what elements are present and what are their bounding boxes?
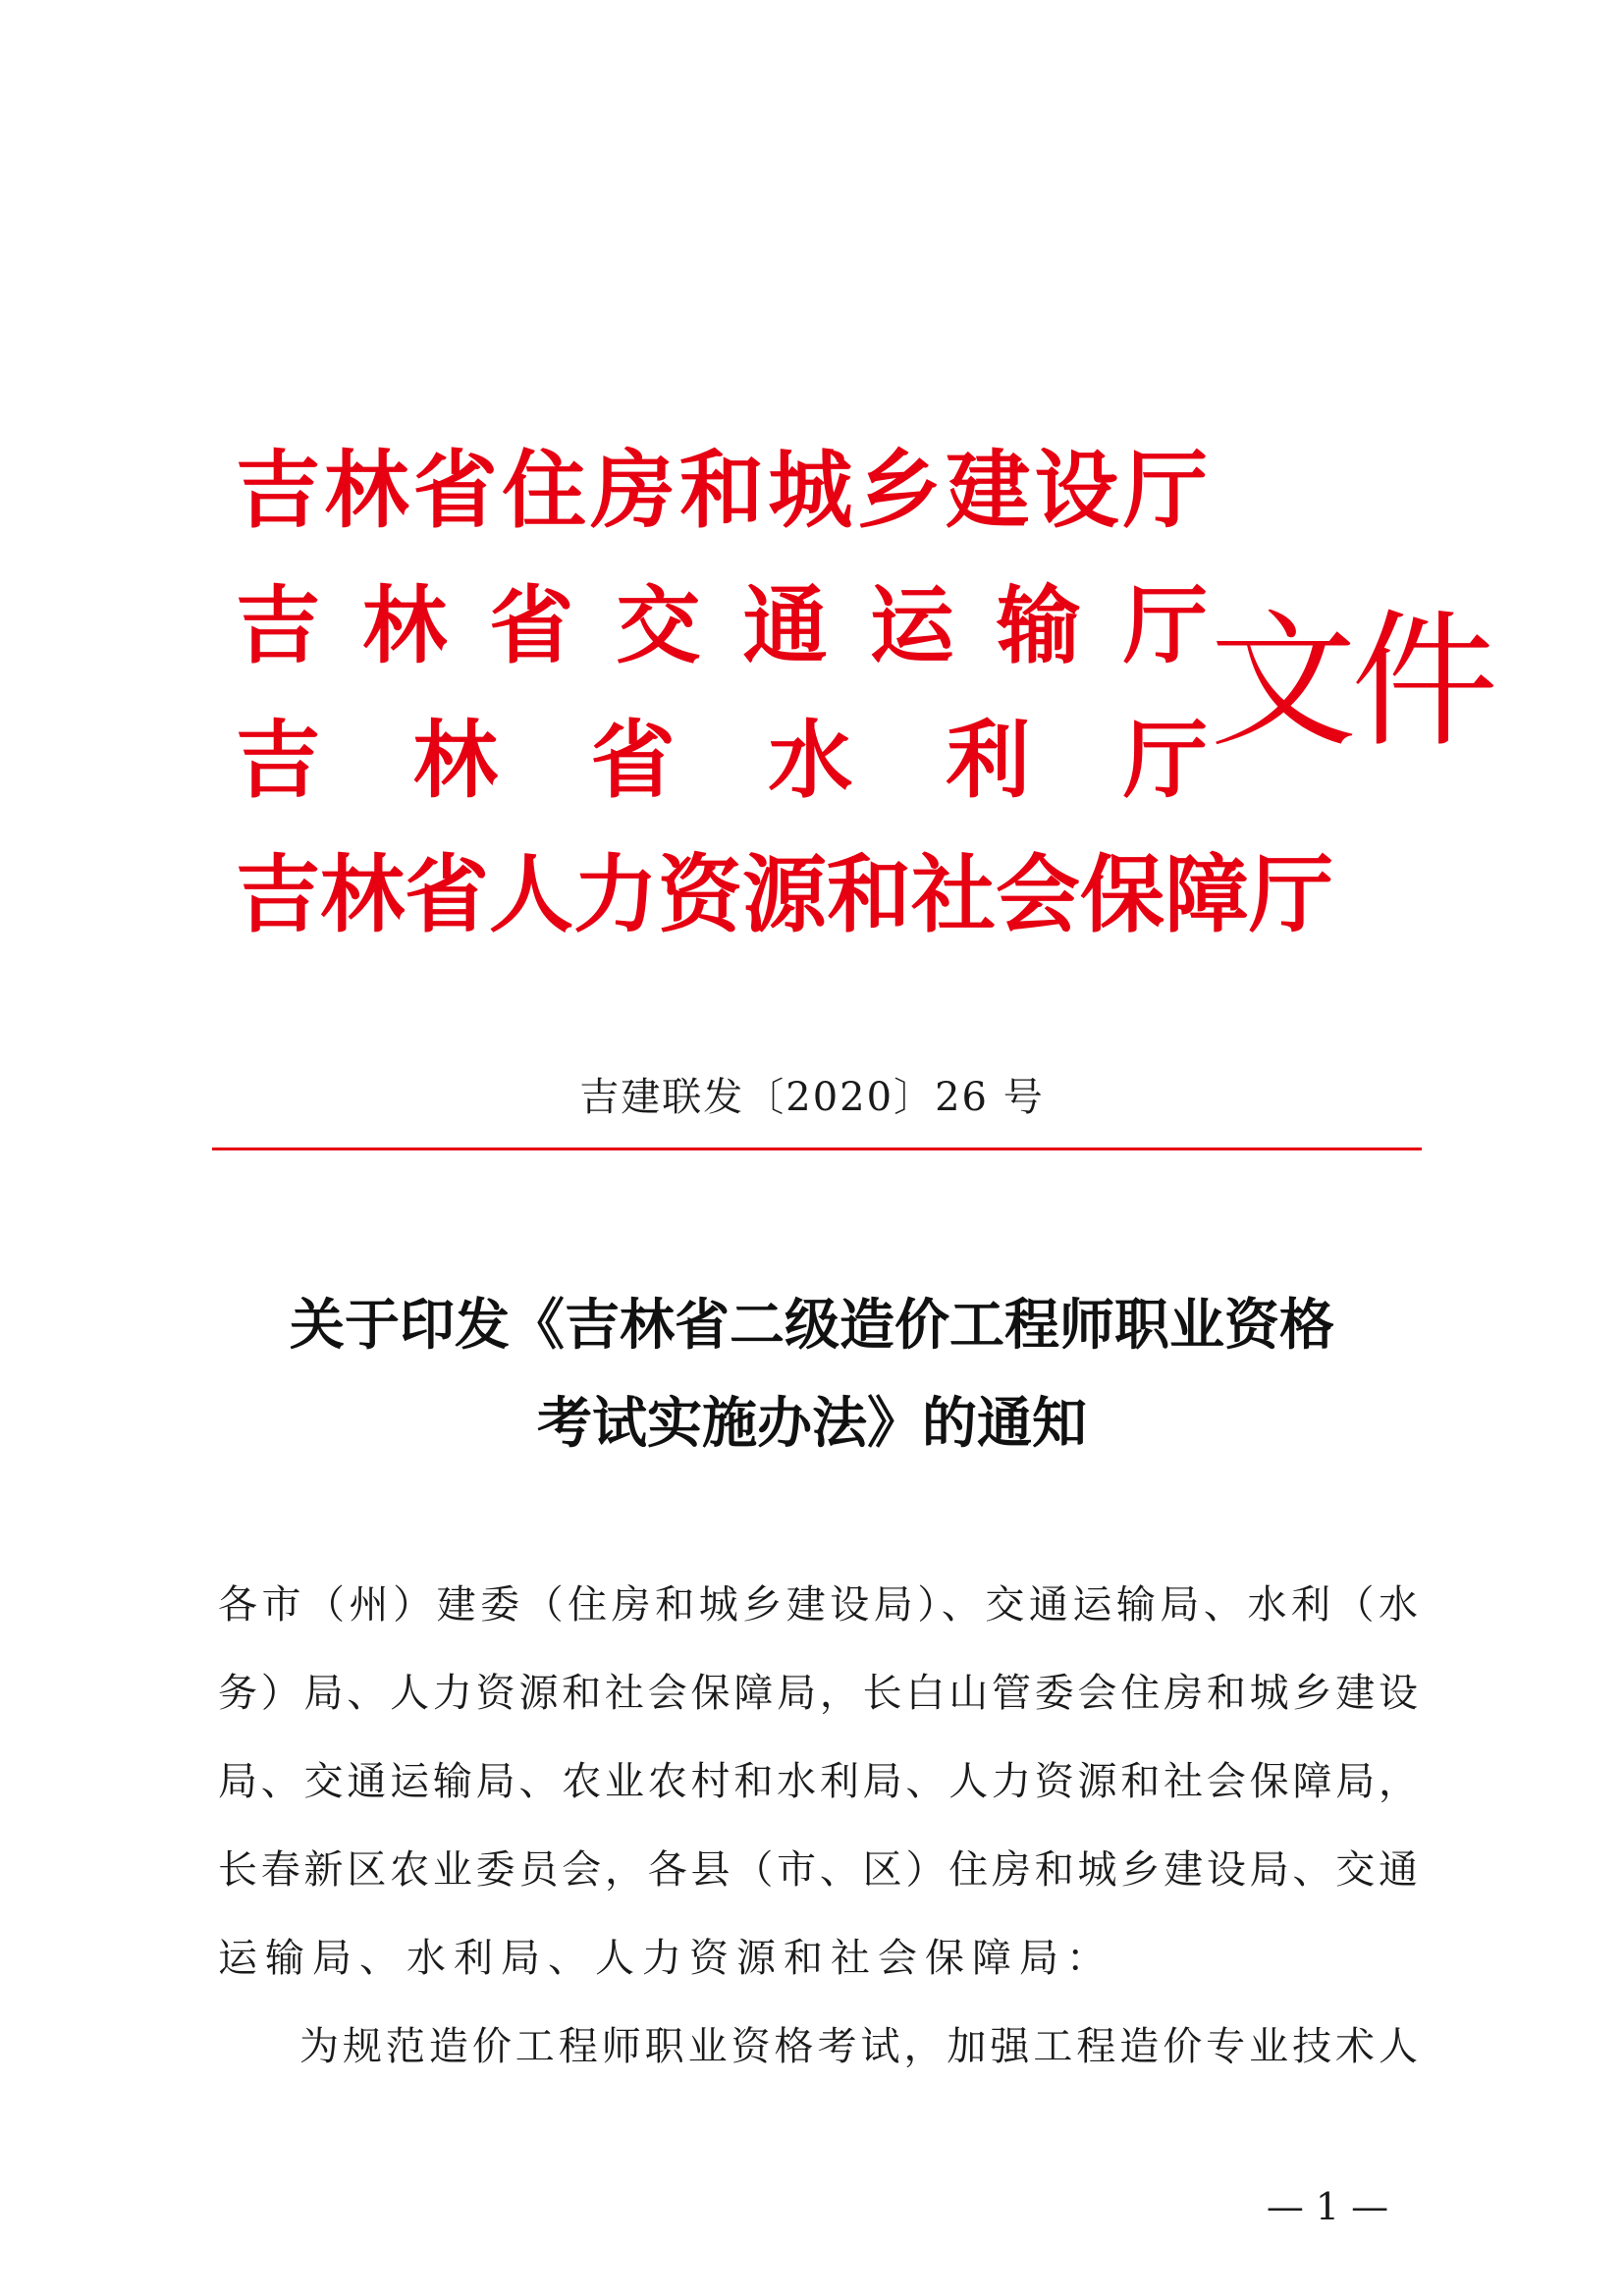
body-line-2: 务）局、人力资源和社会保障局，长白山管委会住房和城乡建设 bbox=[218, 1671, 1418, 1716]
issuer-char: 会 bbox=[996, 845, 1080, 944]
issuer-char: 和 bbox=[827, 845, 911, 944]
issuer-char: 吉 bbox=[236, 845, 320, 944]
issuer-char: 吉 bbox=[236, 576, 320, 675]
issuer-char: 省 bbox=[412, 441, 498, 540]
issuer-char: 房 bbox=[590, 441, 676, 540]
issuer-char: 力 bbox=[573, 845, 658, 944]
issuer-char: 林 bbox=[320, 845, 405, 944]
issuer-char: 厅 bbox=[1249, 845, 1333, 944]
body-line-3: 局、交通运输局、农业农村和水利局、人力资源和社会保障局， bbox=[218, 1759, 1418, 1804]
issuer-char: 利 bbox=[946, 711, 1031, 810]
red-divider bbox=[212, 1148, 1422, 1150]
issuer-char: 和 bbox=[678, 441, 764, 540]
issuer-char: 障 bbox=[1164, 845, 1249, 944]
body-line-5: 运输局、水利局、人力资源和社会保障局： bbox=[218, 1936, 1113, 1981]
issuer-char: 厅 bbox=[1122, 711, 1208, 810]
issuer-char: 资 bbox=[658, 845, 742, 944]
issuer-char: 水 bbox=[768, 711, 853, 810]
body-line-4: 长春新区农业委员会，各县（市、区）住房和城乡建设局、交通 bbox=[218, 1847, 1418, 1893]
issuer-char: 林 bbox=[362, 576, 448, 675]
issuer-char: 人 bbox=[489, 845, 573, 944]
issuer-char: 吉 bbox=[236, 711, 320, 810]
issuer-char: 省 bbox=[405, 845, 489, 944]
issuer-char: 乡 bbox=[856, 441, 942, 540]
issuer-char: 设 bbox=[1034, 441, 1119, 540]
issuer-char: 省 bbox=[590, 711, 676, 810]
issuer-char: 建 bbox=[946, 441, 1031, 540]
file-word: 文件 bbox=[1210, 597, 1493, 768]
notice-title-line-1: 关于印发《吉林省二级造价工程师职业资格 bbox=[290, 1293, 1334, 1358]
body-line-6: 为规范造价工程师职业资格考试，加强工程造价专业技术人 bbox=[299, 2024, 1418, 2069]
issuer-char: 交 bbox=[616, 576, 701, 675]
issuer-water-resources bbox=[236, 707, 1208, 815]
issuer-housing-construction bbox=[236, 437, 1208, 545]
issuer-char: 住 bbox=[502, 441, 587, 540]
issuer-char: 源 bbox=[742, 845, 827, 944]
page-number: — 1 — bbox=[1266, 2185, 1389, 2228]
issuer-char: 通 bbox=[742, 576, 828, 675]
document-number: 吉建联发〔2020〕26 号 bbox=[579, 1075, 1045, 1120]
body-line-1: 各市（州）建委（住房和城乡建设局）、交通运输局、水利（水 bbox=[218, 1582, 1418, 1628]
issuer-transport bbox=[236, 572, 1208, 680]
issuer-char: 输 bbox=[996, 576, 1081, 675]
issuer-human-resources bbox=[236, 841, 1333, 949]
notice-title-line-2: 考试实施办法》的通知 bbox=[537, 1391, 1087, 1456]
issuer-char: 林 bbox=[412, 711, 498, 810]
issuer-char: 吉 bbox=[236, 441, 320, 540]
issuer-char: 厅 bbox=[1122, 576, 1208, 675]
issuer-char: 运 bbox=[869, 576, 954, 675]
issuer-char: 保 bbox=[1080, 845, 1164, 944]
issuer-char: 城 bbox=[768, 441, 853, 540]
issuer-char: 省 bbox=[489, 576, 574, 675]
issuer-char: 社 bbox=[911, 845, 996, 944]
issuer-char: 厅 bbox=[1122, 441, 1208, 540]
issuer-char: 林 bbox=[324, 441, 409, 540]
